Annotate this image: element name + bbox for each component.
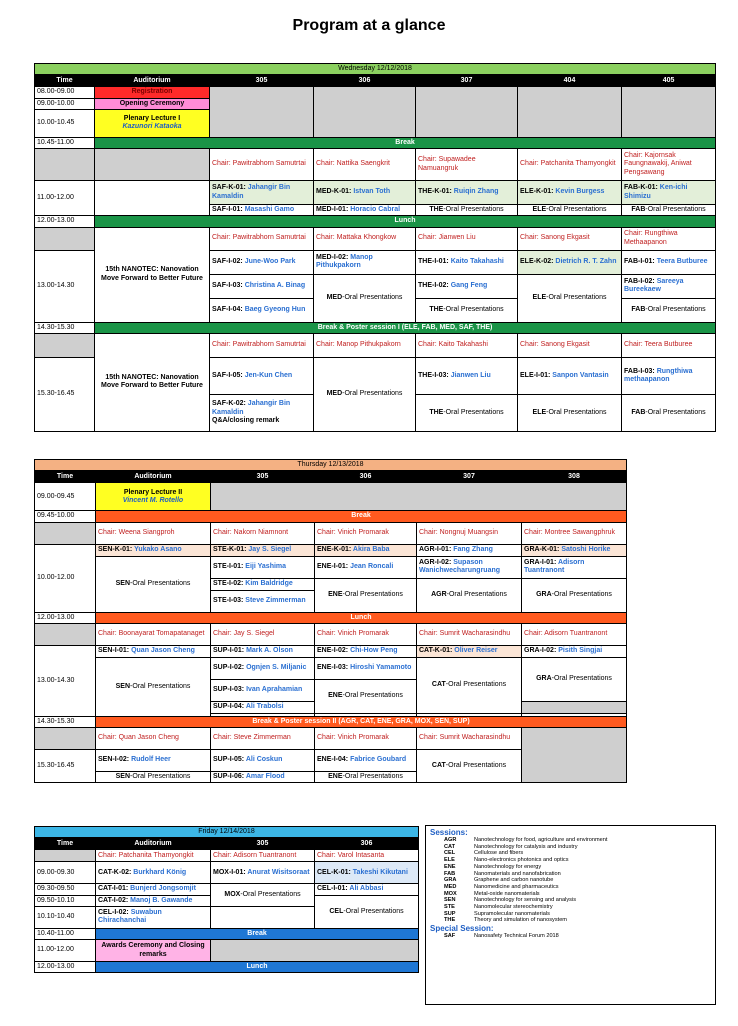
talk-cell: STE-I-01: Eiji Yashima — [211, 556, 315, 578]
special-session-title: Special Session: — [430, 924, 494, 934]
lunch-bar: Lunch — [96, 612, 627, 623]
time-cell: 11.00-12.00 — [35, 181, 95, 216]
col-auditorium: Auditorium — [96, 471, 211, 483]
legend-list — [430, 837, 611, 924]
poster-session-bar: Break & Poster session II (AGR, CAT, ENE, GRA, MOX, SEN, SUP) — [96, 716, 627, 727]
awards-ceremony: Awards Ceremony and Closing remarks — [96, 940, 211, 962]
col-auditorium: Auditorium — [96, 838, 211, 850]
chair-cell: Chair: Patchanita Thamyongkit — [96, 850, 211, 862]
time-cell: 10.45-11.00 — [35, 137, 95, 148]
chair-cell: Chair: Sanong Ekgasit — [518, 333, 622, 357]
col-306: 306 — [315, 838, 419, 850]
legend-item: MED Nanomedicine and pharmaceutics — [444, 883, 559, 890]
chair-cell: Chair: Rungthiwa Methaapanon — [622, 227, 716, 250]
time-cell: 13.00-14.30 — [35, 250, 95, 322]
friday-schedule — [34, 826, 419, 973]
oral-cell: MED-Oral Presentations — [314, 357, 416, 431]
legend-item: ELE Nano-electronics photonics and optics — [444, 857, 569, 864]
time-cell: 10.00-12.00 — [35, 544, 96, 612]
opening-ceremony: Opening Ceremony — [95, 98, 210, 109]
poster-session-bar: Break & Poster session I (ELE, FAB, MED, SAF, THE) — [95, 322, 716, 333]
talk-cell: ELE-I-01: Sanpon Vantasin — [518, 357, 622, 394]
oral-cell: CAT-Oral Presentations — [417, 657, 522, 713]
registration-cell: Registration — [95, 87, 210, 98]
chair-cell: Chair: Teera Butburee — [622, 333, 716, 357]
nanotec-session: 15th NANOTEC: Nanovation Move Forward to Better Future — [95, 333, 210, 431]
time-cell: 14.30-15.30 — [35, 716, 96, 727]
wednesday-schedule — [34, 63, 716, 432]
chair-cell: Chair: Pawitrabhorn Samutrtai — [210, 149, 314, 181]
talk-cell: SAF-I-02: June-Woo Park — [210, 250, 314, 274]
friday-date: Friday 12/14/2018 — [35, 827, 419, 838]
col-307: 307 — [416, 75, 518, 87]
break-bar: Break — [96, 511, 627, 522]
oral-cell: SEN-Oral Presentations — [96, 556, 211, 612]
oral-cell: MED-Oral Presentations — [314, 274, 416, 322]
oral-cell: MOX-Oral Presentations — [211, 884, 315, 907]
time-cell: 10.40-11.00 — [35, 928, 96, 939]
time-cell: 09.00-09.45 — [35, 483, 96, 511]
talk-cell: MOX-I-01: Anurat Wisitsoraat — [211, 862, 315, 884]
chair-cell: Chair: Nakorn Niamnont — [211, 522, 315, 544]
time-cell: 09.00-09.30 — [35, 862, 96, 884]
chair-cell: Chair: Weena Siangproh — [96, 522, 211, 544]
time-cell: 15.30-16.45 — [35, 357, 95, 431]
chair-cell: Chair: Pawitrabhorn Samutrtai — [210, 227, 314, 250]
oral-cell: THE-Oral Presentations — [416, 205, 518, 216]
oral-cell: SEN-Oral Presentations — [96, 772, 211, 783]
time-cell: 10.00-10.45 — [35, 109, 95, 137]
oral-cell: CAT-Oral Presentations — [417, 750, 522, 783]
chair-cell: Chair: Vinich Promarak — [315, 522, 417, 544]
talk-cell: SUP-I-04: Ali Trabolsi — [211, 701, 315, 713]
nanotec-session: 15th NANOTEC: Nanovation Move Forward to Better Future — [95, 227, 210, 322]
legend-title: Sessions: — [430, 828, 468, 837]
chair-cell: Chair: Kajornsak Faungnawakij, Aniwat Pengsawang — [622, 149, 716, 181]
talk-cell: SUP-I-01: Mark A. Olson — [211, 645, 315, 657]
talk-cell: SAF-I-05: Jen-Kun Chen — [210, 357, 314, 394]
time-cell: 09.30-09.50 — [35, 884, 96, 895]
talk-cell: CAT-K-01: Oliver Reiser — [417, 645, 522, 657]
talk-cell: SUP-I-03: Ivan Aprahamian — [211, 679, 315, 701]
talk-cell: AGR-I-01: Fang Zhang — [417, 544, 522, 556]
oral-cell: THE-Oral Presentations — [416, 394, 518, 431]
talk-cell: CAT-K-02: Burkhard König — [96, 862, 211, 884]
talk-cell: SEN-I-02: Rudolf Heer — [96, 750, 211, 772]
talk-cell: ENE-I-04: Fabrice Goubard — [315, 750, 417, 772]
legend-item: CAT Nanotechnology for catalysis and industry — [444, 843, 578, 850]
talk-cell: THE-I-01: Kaito Takahashi — [416, 250, 518, 274]
talk-cell: ENE-I-02: Chi-How Peng — [315, 645, 417, 657]
chair-cell: Chair: Jianwen Liu — [416, 227, 518, 250]
time-cell: 12.00-13.00 — [35, 216, 95, 227]
oral-cell: ELE-Oral Presentations — [518, 394, 622, 431]
talk-cell: FAB-I-01: Teera Butburee — [622, 250, 716, 274]
col-time: Time — [35, 75, 95, 87]
col-404: 404 — [518, 75, 622, 87]
talk-cell: SUP-I-06: Amar Flood — [211, 772, 315, 783]
chair-cell: Chair: Boonayarat Tomapatanaget — [96, 623, 211, 645]
talk-cell: ENE-K-01: Akira Baba — [315, 544, 417, 556]
legend-item: CEL Cellulose and fibers — [444, 850, 524, 857]
talk-cell: CAT-I-01: Bunjerd Jongsomjit — [96, 884, 211, 895]
break-bar: Break — [95, 137, 716, 148]
page-title: Program at a glance — [292, 17, 446, 34]
talk-cell: FAB-I-03: Rungthiwa methaapanon — [622, 357, 716, 394]
time-cell: 11.00-12.00 — [35, 940, 96, 962]
time-cell: 09.50-10.10 — [35, 895, 96, 906]
chair-cell: Chair: Manop Pithukpakorn — [314, 333, 416, 357]
col-time: Time — [35, 838, 96, 850]
oral-cell: GRA-Oral Presentations — [522, 657, 627, 701]
time-cell: 08.00-09.00 — [35, 87, 95, 98]
legend-item: ENE Nanotechnology for energy — [444, 863, 542, 870]
time-cell: 15.30-16.45 — [35, 750, 96, 783]
oral-cell: FAB-Oral Presentations — [622, 205, 716, 216]
oral-cell: CEL-Oral Presentations — [315, 895, 419, 928]
talk-cell: MED-K-01: Istvan Toth — [314, 181, 416, 205]
chair-cell: Chair: Supawadee Namuangruk — [416, 149, 518, 181]
legend-item: THE Theory and simulation of nanosystem — [444, 917, 567, 924]
talk-cell: STE-K-01: Jay S. Siegel — [211, 544, 315, 556]
talk-cell: SAF-I-04: Baeg Gyeong Hun — [210, 298, 314, 322]
oral-cell: ELE-Oral Presentations — [518, 274, 622, 322]
break-bar: Break — [96, 928, 419, 939]
talk-cell: SUP-I-05: Ali Coskun — [211, 750, 315, 772]
legend-item: FAB Nanomaterials and nanofabrication — [444, 870, 561, 877]
legend-item: GRA Graphene and carbon nanotube — [444, 877, 554, 884]
time-cell: 09.00-10.00 — [35, 98, 95, 109]
time-cell: 13.00-14.30 — [35, 645, 96, 716]
chair-cell: Chair: Sumrit Wacharasindhu — [417, 623, 522, 645]
talk-cell: ENE-I-03: Hiroshi Yamamoto — [315, 657, 417, 679]
talk-cell: SAF-K-01: Jahangir Bin Kamaldin — [210, 181, 314, 205]
chair-cell: Chair: Varol Intasanta — [315, 850, 419, 862]
talk-cell: SEN-I-01: Quan Jason Cheng — [96, 645, 211, 657]
oral-cell: ENE-Oral Presentations — [315, 578, 417, 612]
legend-item: STE Nanomolecular stereochemistry — [444, 904, 553, 911]
wednesday-date: Wednesday 12/12/2018 — [35, 64, 716, 75]
oral-cell: FAB-Oral Presentations — [622, 394, 716, 431]
talk-cell: STE-I-03: Steve Zimmerman — [211, 590, 315, 612]
col-307: 307 — [417, 471, 522, 483]
chair-cell: Chair: Nattika Saengkrit — [314, 149, 416, 181]
oral-cell: GRA-Oral Presentations — [522, 578, 627, 612]
talk-cell: SAF-K-02: Jahangir Bin Kamaldin Q&A/closing remark — [210, 394, 314, 431]
plenary-lecture-2: Plenary Lecture II Vincent M. Rotello — [96, 483, 211, 511]
col-305: 305 — [211, 838, 315, 850]
talk-cell: CAT-I-02: Manoj B. Gawande — [96, 895, 211, 906]
talk-cell: CEL-K-01: Takeshi Kikutani — [315, 862, 419, 884]
talk-cell: STE-I-02: Kim Baldridge — [211, 578, 315, 590]
chair-cell: Chair: Vinich Promarak — [315, 623, 417, 645]
talk-cell: SUP-I-02: Ognjen S. Miljanic — [211, 657, 315, 679]
oral-cell: SEN-Oral Presentations — [96, 657, 211, 716]
col-time: Time — [35, 471, 96, 483]
lunch-bar: Lunch — [96, 962, 419, 973]
chair-cell: Chair: Patchanita Thamyongkit — [518, 149, 622, 181]
oral-cell: THE-Oral Presentations — [416, 298, 518, 322]
talk-cell: THE-K-01: Ruiqin Zhang — [416, 181, 518, 205]
talk-cell: ENE-I-01: Jean Roncali — [315, 556, 417, 578]
plenary-lecture-1: Plenary Lecture I Kazunori Kataoka — [95, 109, 210, 137]
time-cell: 10.10-10.40 — [35, 906, 96, 928]
time-cell: 12.00-13.00 — [35, 612, 96, 623]
talk-cell: ELE-K-02: Dietrich R. T. Zahn — [518, 250, 622, 274]
talk-cell: MED-I-01: Horacio Cabral — [314, 205, 416, 216]
chair-cell: Chair: Adisorn Tuantranont — [211, 850, 315, 862]
talk-cell: GRA-I-01: Adisorn Tuantranont — [522, 556, 627, 578]
col-auditorium: Auditorium — [95, 75, 210, 87]
talk-cell: CEL-I-02: Suwabun Chirachanchai — [96, 906, 211, 928]
col-306: 306 — [314, 75, 416, 87]
chair-cell: Chair: Steve Zimmerman — [211, 728, 315, 750]
legend-item: SUP Supramolecular nanomaterials — [444, 910, 550, 917]
chair-cell: Chair: Quan Jason Cheng — [96, 728, 211, 750]
chair-cell: Chair: Nongnuj Muangsin — [417, 522, 522, 544]
legend-item: SEN Nanotechnology for sensing and analysis — [444, 897, 576, 904]
chair-cell: Chair: Adisorn Tuantranont — [522, 623, 627, 645]
talk-cell: THE-I-03: Jianwen Liu — [416, 357, 518, 394]
time-cell: 12.00-13.00 — [35, 962, 96, 973]
oral-cell: AGR-Oral Presentations — [417, 578, 522, 612]
chair-cell: Chair: Jay S. Siegel — [211, 623, 315, 645]
chair-cell: Chair: Kaito Takahashi — [416, 333, 518, 357]
col-306: 306 — [315, 471, 417, 483]
chair-cell: Chair: Mattaka Khongkow — [314, 227, 416, 250]
oral-cell: ENE-Oral Presentations — [315, 772, 417, 783]
talk-cell: AGR-I-02: Supason Wanichwecharungruang — [417, 556, 522, 578]
chair-cell: Chair: Vinich Promarak — [315, 728, 417, 750]
oral-cell: FAB-Oral Presentations — [622, 298, 716, 322]
talk-cell: FAB-I-02: Sareeya Bureekaew — [622, 274, 716, 298]
chair-cell: Chair: Pawitrabhorn Samutrtai — [210, 333, 314, 357]
talk-cell: MED-I-02: Manop Pithukpakorn — [314, 250, 416, 274]
time-cell: 14.30-15.30 — [35, 322, 95, 333]
col-305: 305 — [211, 471, 315, 483]
talk-cell: SAF-I-01: Masashi Gamo — [210, 205, 314, 216]
oral-cell: ELE-Oral Presentations — [518, 205, 622, 216]
lunch-bar: Lunch — [95, 216, 716, 227]
thursday-date: Thursday 12/13/2018 — [35, 460, 627, 471]
talk-cell: CEL-I-01: Ali Abbasi — [315, 884, 419, 895]
col-308: 308 — [522, 471, 627, 483]
oral-cell: ENE-Oral Presentations — [315, 679, 417, 713]
col-405: 405 — [622, 75, 716, 87]
col-305: 305 — [210, 75, 314, 87]
talk-cell: SEN-K-01: Yukako Asano — [96, 544, 211, 556]
chair-cell: Chair: Sumrit Wacharasindhu — [417, 728, 522, 750]
talk-cell: THE-I-02: Gang Feng — [416, 274, 518, 298]
talk-cell: FAB-K-01: Ken-ichi Shimizu — [622, 181, 716, 205]
sessions-legend — [425, 825, 716, 1005]
talk-cell: GRA-I-02: Pisith Singjai — [522, 645, 627, 657]
thursday-schedule — [34, 459, 627, 783]
chair-cell: Chair: Montree Sawangphruk — [522, 522, 627, 544]
talk-cell: GRA-K-01: Satoshi Horike — [522, 544, 627, 556]
time-cell: 09.45-10.00 — [35, 511, 96, 522]
legend-item: MOX Metal-oxide nanomaterials — [444, 890, 540, 897]
legend-item: AGR Nanotechnology for food, agriculture and environment — [444, 837, 608, 843]
chair-cell: Chair: Sanong Ekgasit — [518, 227, 622, 250]
legend-item: SAF Nanosafety Technical Forum 2018 — [444, 933, 559, 940]
talk-cell: SAF-I-03: Christina A. Binag — [210, 274, 314, 298]
talk-cell: ELE-K-01: Kevin Burgess — [518, 181, 622, 205]
